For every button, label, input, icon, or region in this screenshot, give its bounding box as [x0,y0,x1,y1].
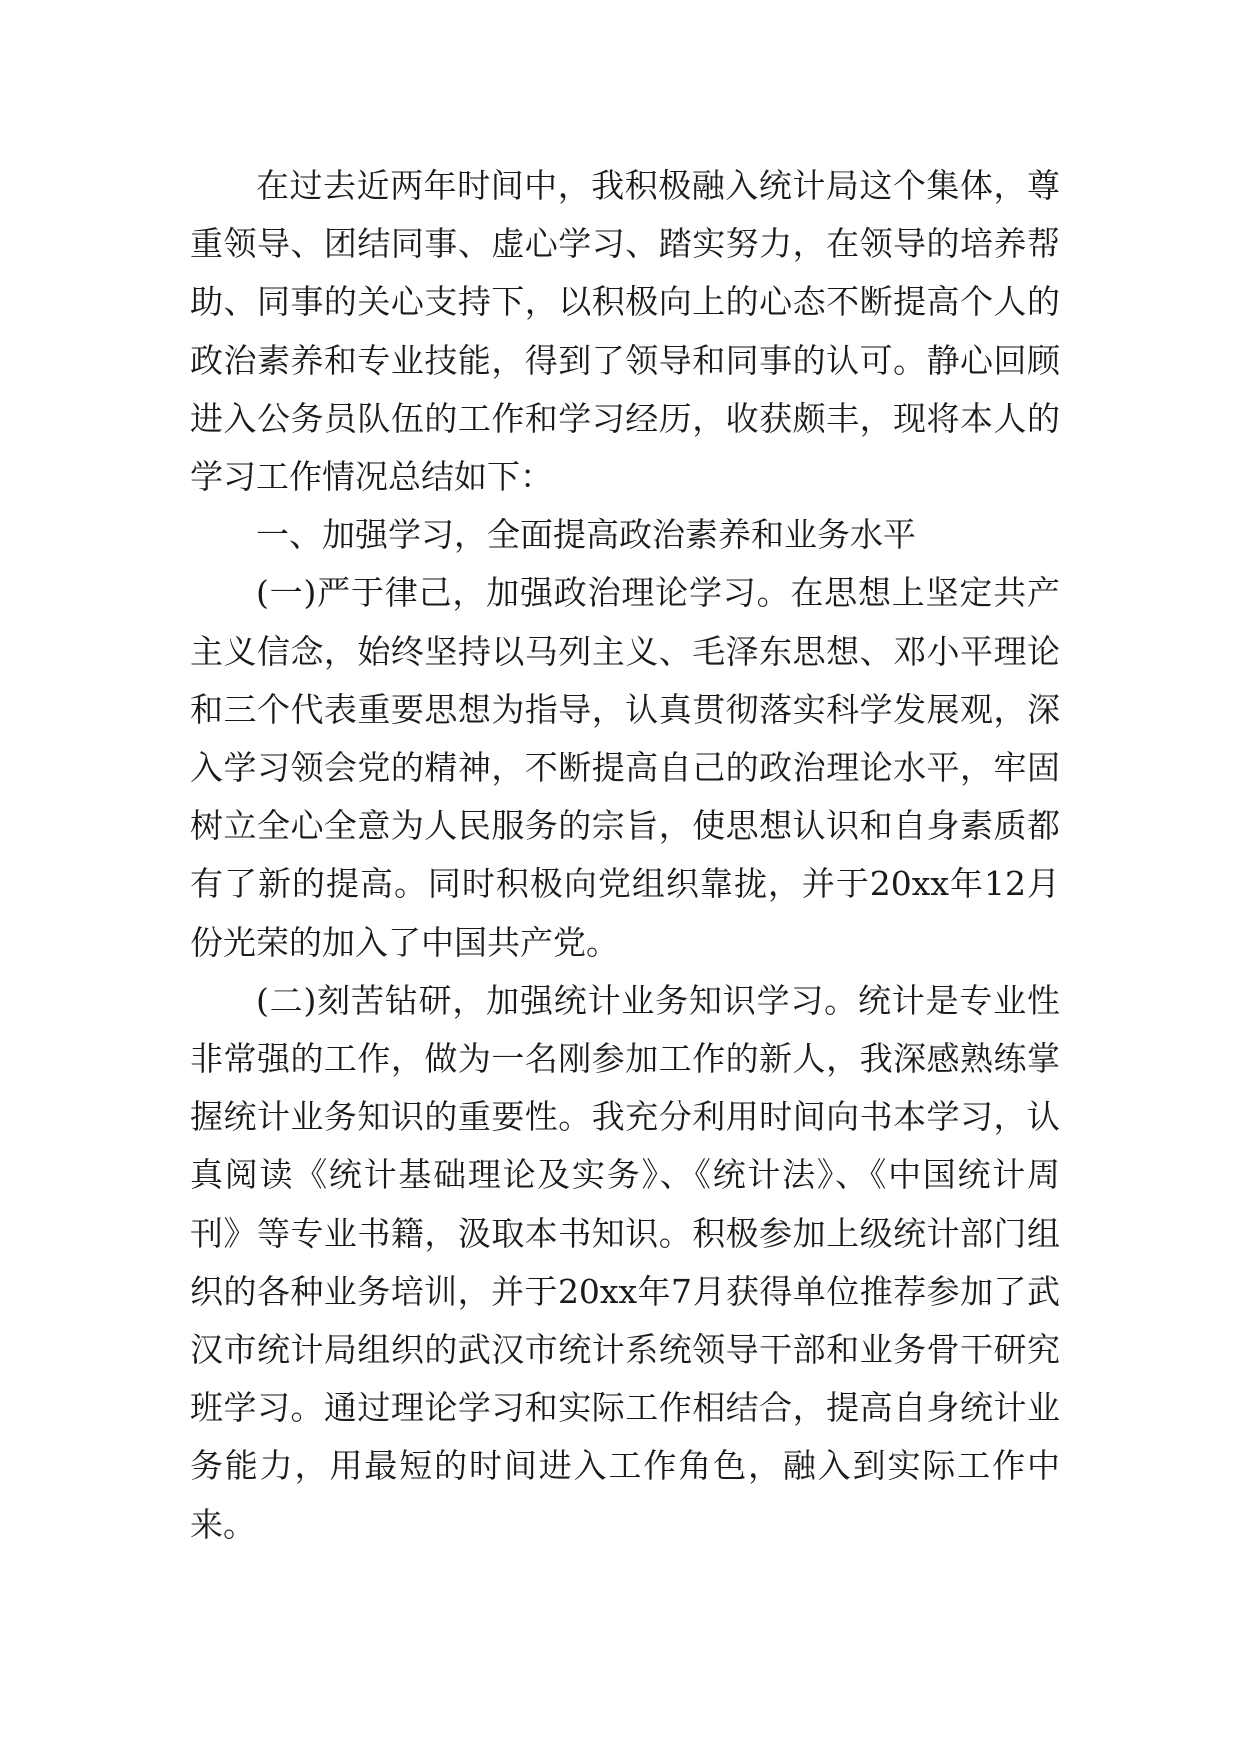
subsection-paragraph-2: (二)刻苦钻研，加强统计业务知识学习。统计是专业性非常强的工作，做为一名刚参加工作的新人，我深感熟练掌握统计业务知识的重要性。我充分利用时间向书本学习，认真阅读《统计基础理论及实务》、《统计法》、《中国统计周刊》等专业书籍，汲取本书知识。积极参加上级统计部门组织的各种业务培训，并于20xx年7月获得单位推荐参加了武汉市统计局组织的武汉市统计系统领导干部和业务骨干研究班学习。通过理论学习和实际工作相结合，提高自身统计业务能力，用最短的时间进入工作角色，融入到实际工作中来。 [190,980,1060,1544]
intro-paragraph: 在过去近两年时间中，我积极融入统计局这个集体，尊重领导、团结同事、虚心学习、踏实努力，在领导的培养帮助、同事的关心支持下，以积极向上的心态不断提高个人的政治素养和专业技能，得到了领导和同事的认可。静心回顾进入公务员队伍的工作和学习经历，收获颇丰，现将本人的学习工作情况总结如下： [190,166,1060,497]
section-heading-1: 一、加强学习，全面提高政治素养和业务水平 [256,515,916,555]
subsection-paragraph-1: (一)严于律己，加强政治理论学习。在思想上坚定共产主义信念，始终坚持以马列主义、毛泽东思想、邓小平理论和三个代表重要思想为指导，认真贯彻落实科学发展观，深入学习领会党的精神，不断提高自己的政治理论水平，牢固树立全心全意为人民服务的宗旨，使思想认识和自身素质都有了新的提高。同时积极向党组织靠拢，并于20xx年12月份光荣的加入了中国共产党。 [190,573,1060,962]
document-body [190,157,1060,1554]
